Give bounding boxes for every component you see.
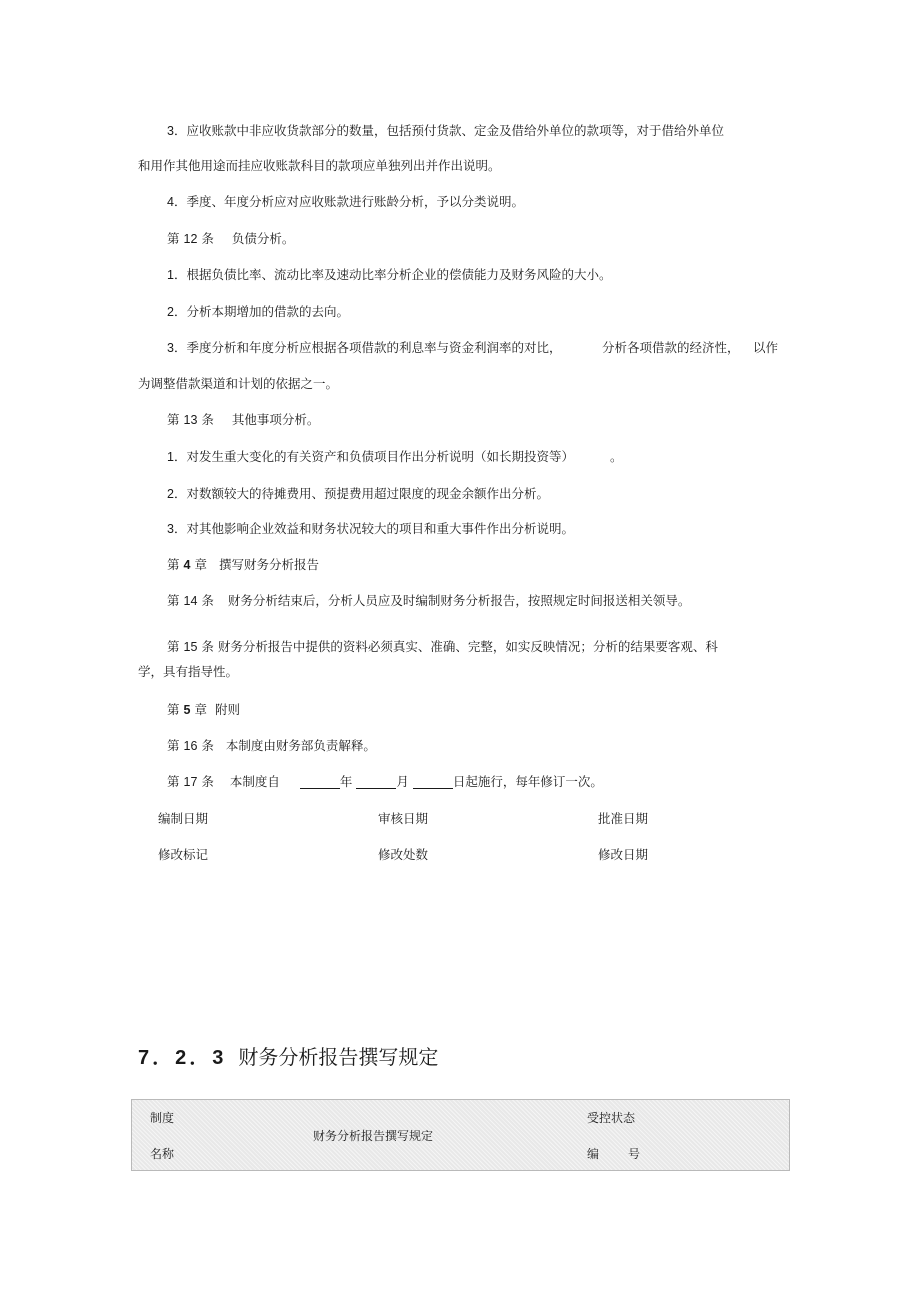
- paragraph-continuation: 学，具有指导性。: [138, 664, 239, 679]
- article-number: 14: [183, 594, 198, 608]
- chapter-number: 4: [183, 558, 191, 572]
- article-prefix: 第: [167, 231, 180, 246]
- system-name-value: 财务分析报告撰写规定: [313, 1129, 434, 1143]
- paragraph-text: ．分析本期增加的借款的去向。: [173, 304, 349, 319]
- chapter-suffix: 章: [194, 702, 207, 717]
- approve-date-label: 批准日期: [598, 811, 649, 826]
- chapter-prefix: 第: [167, 702, 180, 717]
- control-status-label: 受控状态: [587, 1111, 636, 1125]
- paragraph-other-2: [167, 486, 549, 502]
- number-label-right: 号: [628, 1147, 641, 1161]
- review-date-label: 审核日期: [378, 811, 429, 826]
- system-label-bottom: 名称: [150, 1147, 175, 1161]
- item-number: 1: [167, 450, 174, 464]
- paragraph-text: ．根据负债比率、流动比率及速动比率分析企业的偿债能力及财务风险的大小。: [173, 267, 612, 282]
- paragraph-liability-1: [167, 267, 611, 283]
- article-text-end: 日起施行，每年修订一次。: [452, 774, 603, 789]
- chapter-title: 附则: [214, 702, 240, 717]
- item-number: 4: [167, 195, 174, 209]
- regulation-header-table: [131, 1099, 790, 1171]
- paragraph-liability-3-mid: 分析各项借款的经济性，: [602, 340, 740, 355]
- chapter-prefix: 第: [167, 557, 180, 572]
- chapter-5-heading: [167, 702, 240, 718]
- paragraph-receivables-3: [167, 123, 724, 139]
- item-number: 3: [167, 522, 174, 536]
- paragraph-continuation: 和用作其他用途而挂应收账款科目的款项应单独列出并作出说明。: [138, 158, 501, 173]
- article-suffix: 条: [201, 774, 214, 789]
- item-number: 3: [167, 341, 174, 355]
- paragraph-continuation: 为调整借款渠道和计划的依据之一。: [138, 376, 339, 391]
- year-label: 年: [339, 774, 353, 789]
- paragraph-text: ．季度、年度分析应对应收账款进行账龄分析，予以分类说明。: [173, 194, 524, 209]
- system-label-top: 制度: [150, 1111, 175, 1125]
- revision-mark-label: 修改标记: [158, 847, 209, 862]
- article-number: 17: [183, 775, 198, 789]
- item-number: 3: [167, 124, 174, 138]
- article-suffix: 条: [201, 231, 214, 246]
- month-label: 月: [396, 774, 409, 789]
- year-blank: [300, 775, 340, 789]
- paragraph-liability-2: [167, 304, 349, 320]
- article-number: 13: [183, 413, 198, 427]
- article-prefix: 第: [167, 774, 180, 789]
- month-blank: [356, 775, 396, 789]
- paragraph-text: ．应收账款中非应收货款部分的数量，包括预付货款、定金及借给外单位的款项等，对于借给外单位: [173, 123, 724, 138]
- paragraph-receivables-4: [167, 194, 524, 210]
- compile-date-label: 编制日期: [158, 811, 209, 826]
- section-number: 7．2．3: [138, 1047, 227, 1069]
- article-title: 其他事项分析。: [231, 412, 320, 427]
- chapter-number: 5: [183, 703, 191, 717]
- paragraph-other-1: [167, 449, 574, 465]
- article-text: 财务分析报告中提供的资料必须真实、准确、完整，如实反映情况；分析的结果要客观、科: [217, 639, 718, 654]
- article-number: 12: [183, 232, 198, 246]
- article-suffix: 条: [201, 639, 214, 654]
- paragraph-liability-3: [167, 340, 561, 356]
- section-title: 财务分析报告撰写规定: [238, 1045, 439, 1069]
- number-label-left: 编: [587, 1147, 600, 1161]
- article-title: 负债分析。: [231, 231, 295, 246]
- item-number: 2: [167, 487, 174, 501]
- article-17: [167, 774, 603, 790]
- article-12-heading: [167, 231, 294, 247]
- article-text: 本制度自: [229, 774, 280, 789]
- item-number: 1: [167, 268, 174, 282]
- article-13-heading: [167, 412, 319, 428]
- paragraph-text: ．对其他影响企业效益和财务状况较大的项目和重大事件作出分析说明。: [173, 521, 574, 536]
- article-16: [167, 738, 376, 754]
- paragraph-text: ．季度分析和年度分析应根据各项借款的利息率与资金利润率的对比，: [173, 340, 562, 355]
- paragraph-liability-3-end: 以作: [753, 340, 779, 355]
- paragraph-text: ．对发生重大变化的有关资产和负债项目作出分析说明（如长期投资等）: [173, 449, 574, 464]
- article-15: [167, 639, 718, 655]
- section-heading: [138, 1043, 438, 1072]
- article-14: [167, 593, 690, 609]
- article-prefix: 第: [167, 412, 180, 427]
- revision-count-label: 修改处数: [378, 847, 429, 862]
- chapter-suffix: 章: [194, 557, 207, 572]
- article-prefix: 第: [167, 639, 180, 654]
- article-number: 15: [183, 640, 198, 654]
- chapter-4-heading: [167, 557, 319, 573]
- article-number: 16: [183, 739, 198, 753]
- article-suffix: 条: [201, 593, 214, 608]
- article-text: 本制度由财务部负责解释。: [225, 738, 376, 753]
- paragraph-other-1-end: 。: [610, 449, 623, 464]
- article-prefix: 第: [167, 738, 180, 753]
- article-suffix: 条: [201, 738, 214, 753]
- revision-date-label: 修改日期: [598, 847, 649, 862]
- article-prefix: 第: [167, 593, 180, 608]
- article-suffix: 条: [201, 412, 214, 427]
- item-number: 2: [167, 305, 174, 319]
- article-text: 财务分析结束后，分析人员应及时编制财务分析报告，按照规定时间报送相关领导。: [227, 593, 691, 608]
- day-blank: [413, 775, 453, 789]
- paragraph-text: ．对数额较大的待摊费用、预提费用超过限度的现金余额作出分析。: [173, 486, 549, 501]
- chapter-title: 撰写财务分析报告: [218, 557, 319, 572]
- paragraph-other-3: [167, 521, 574, 537]
